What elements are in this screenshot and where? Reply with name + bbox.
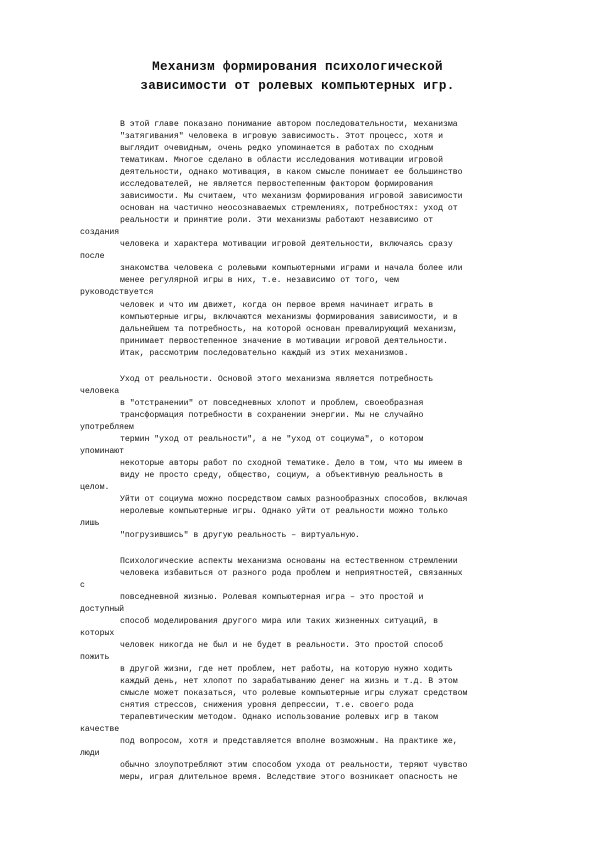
text-line: тематикам. Многое сделано в области исследования мотивации игровой [120, 156, 443, 165]
text-line: меры, играя длительное время. Вследствие этого возникает опасность не [120, 773, 458, 782]
text-line: доступный [80, 605, 125, 614]
text-line: менее регулярной игры в них, т.е. независимо от того, чем [120, 276, 399, 285]
text-line: качестве [80, 725, 120, 734]
text-line: терапевтическим методом. Однако использование ролевых игр в таком [120, 713, 439, 722]
text-line: исследователей, не является первостепенным фактором формирования [120, 180, 434, 189]
text-line: обычно злоупотребляют этим способом ухода от реальности, теряют чувство [120, 761, 468, 770]
text-line: основан на частично неосознаваемых стремлениях, потребностях: уход от [120, 204, 458, 213]
text-line: знакомства человека с ролевыми компьютерными играми и начала более или [120, 264, 463, 273]
text-line: зависимости. Мы считаем, что механизм формирования игровой зависимости [120, 192, 463, 201]
text-line: человека [80, 387, 120, 396]
text-line: "погрузившись" в другую реальность – виртуальную. [120, 531, 360, 540]
text-line: в "отстранении" от повседневных хлопот и проблем, своеобразная [120, 399, 424, 408]
document-title [60, 58, 535, 96]
text-line: повседневной жизнью. Ролевая компьютерная игра – это простой и [120, 593, 424, 602]
text-line: некоторые авторы работ по сходной тематике. Дело в том, что мы имеем в [120, 459, 463, 468]
text-line: которых [80, 629, 115, 638]
text-line: создания [80, 228, 120, 237]
text-line: выглядит очевидным, очень редко упоминается в работах по сходным [120, 144, 434, 153]
text-line: после [80, 252, 105, 261]
text-line: дальнейшем та потребность, на которой основан превалирующий механизм, [120, 325, 458, 334]
text-line: употребляем [80, 423, 134, 432]
text-line: деятельности, однако мотивация, в каком смысле понимает ее большинство [120, 168, 463, 177]
text-line: целом. [80, 483, 110, 492]
text-line: человек никогда не был и не будет в реальности. Это простой способ [120, 641, 443, 650]
text-line: смысле может показаться, что ролевые компьютерные игры служат средством [120, 689, 468, 698]
text-line: термин "уход от реальности", а не "уход от социума", о котором [120, 435, 424, 444]
text-line: каждый день, нет хлопот по зарабатыванию денег на жизнь и т.д. В этом [120, 677, 458, 686]
text-line: Психологические аспекты механизма основаны на естественном стремлении [120, 557, 458, 566]
text-line: человека и характера мотивации игровой деятельности, включаясь сразу [120, 240, 453, 249]
text-line: люди [80, 749, 100, 758]
text-line: пожить [80, 653, 110, 662]
text-line: Итак, рассмотрим последовательно каждый из этих механизмов. [120, 349, 409, 358]
text-line: с [80, 581, 85, 590]
text-line: руководствуется [80, 288, 154, 297]
text-line: снятия стрессов, снижения уровня депрессии, т.е. своего рода [120, 701, 414, 710]
text-line: упоминают [80, 447, 125, 456]
text-line: человек и что им движет, когда он первое время начинает играть в [120, 301, 434, 310]
title-line: зависимости от ролевых компьютерных игр. [140, 79, 455, 93]
text-line: человека избавиться от разного рода проблем и неприятностей, связанных [120, 569, 463, 578]
text-line: неролевые компьютерные игры. Однако уйти от реальности можно только [120, 507, 448, 516]
text-line: лишь [80, 519, 100, 528]
text-line: компьютерные игры, включаются механизмы формирования зависимости, и в [120, 313, 458, 322]
title-line: Механизм формирования психологической [152, 60, 443, 74]
text-line: Уйти от социума можно посредством самых разнообразных способов, включая [120, 495, 468, 504]
text-line: трансформация потребности в сохранении энергии. Мы не случайно [120, 411, 424, 420]
text-line: реальности и принятие роли. Эти механизмы работают независимо от [120, 216, 434, 225]
text-line: в другой жизни, где нет проблем, нет работы, на которую нужно ходить [120, 665, 453, 674]
text-line: Уход от реальности. Основой этого механизма является потребность [120, 375, 434, 384]
text-line: принимает первостепенное значение в мотивации игровой деятельности. [120, 337, 448, 346]
text-line: виду не просто среду, общество, социум, а объективную реальность в [120, 471, 443, 480]
text-line: способ моделирования другого мира или таких жизненных ситуаций, в [120, 617, 439, 626]
text-line: В этой главе показано понимание автором последовательности, механизма [120, 120, 458, 129]
text-line: "затягивания" человека в игровую зависимость. Этот процесс, хотя и [120, 132, 443, 141]
text-line: под вопросом, хотя и представляется вполне возможным. На практике же, [120, 737, 458, 746]
